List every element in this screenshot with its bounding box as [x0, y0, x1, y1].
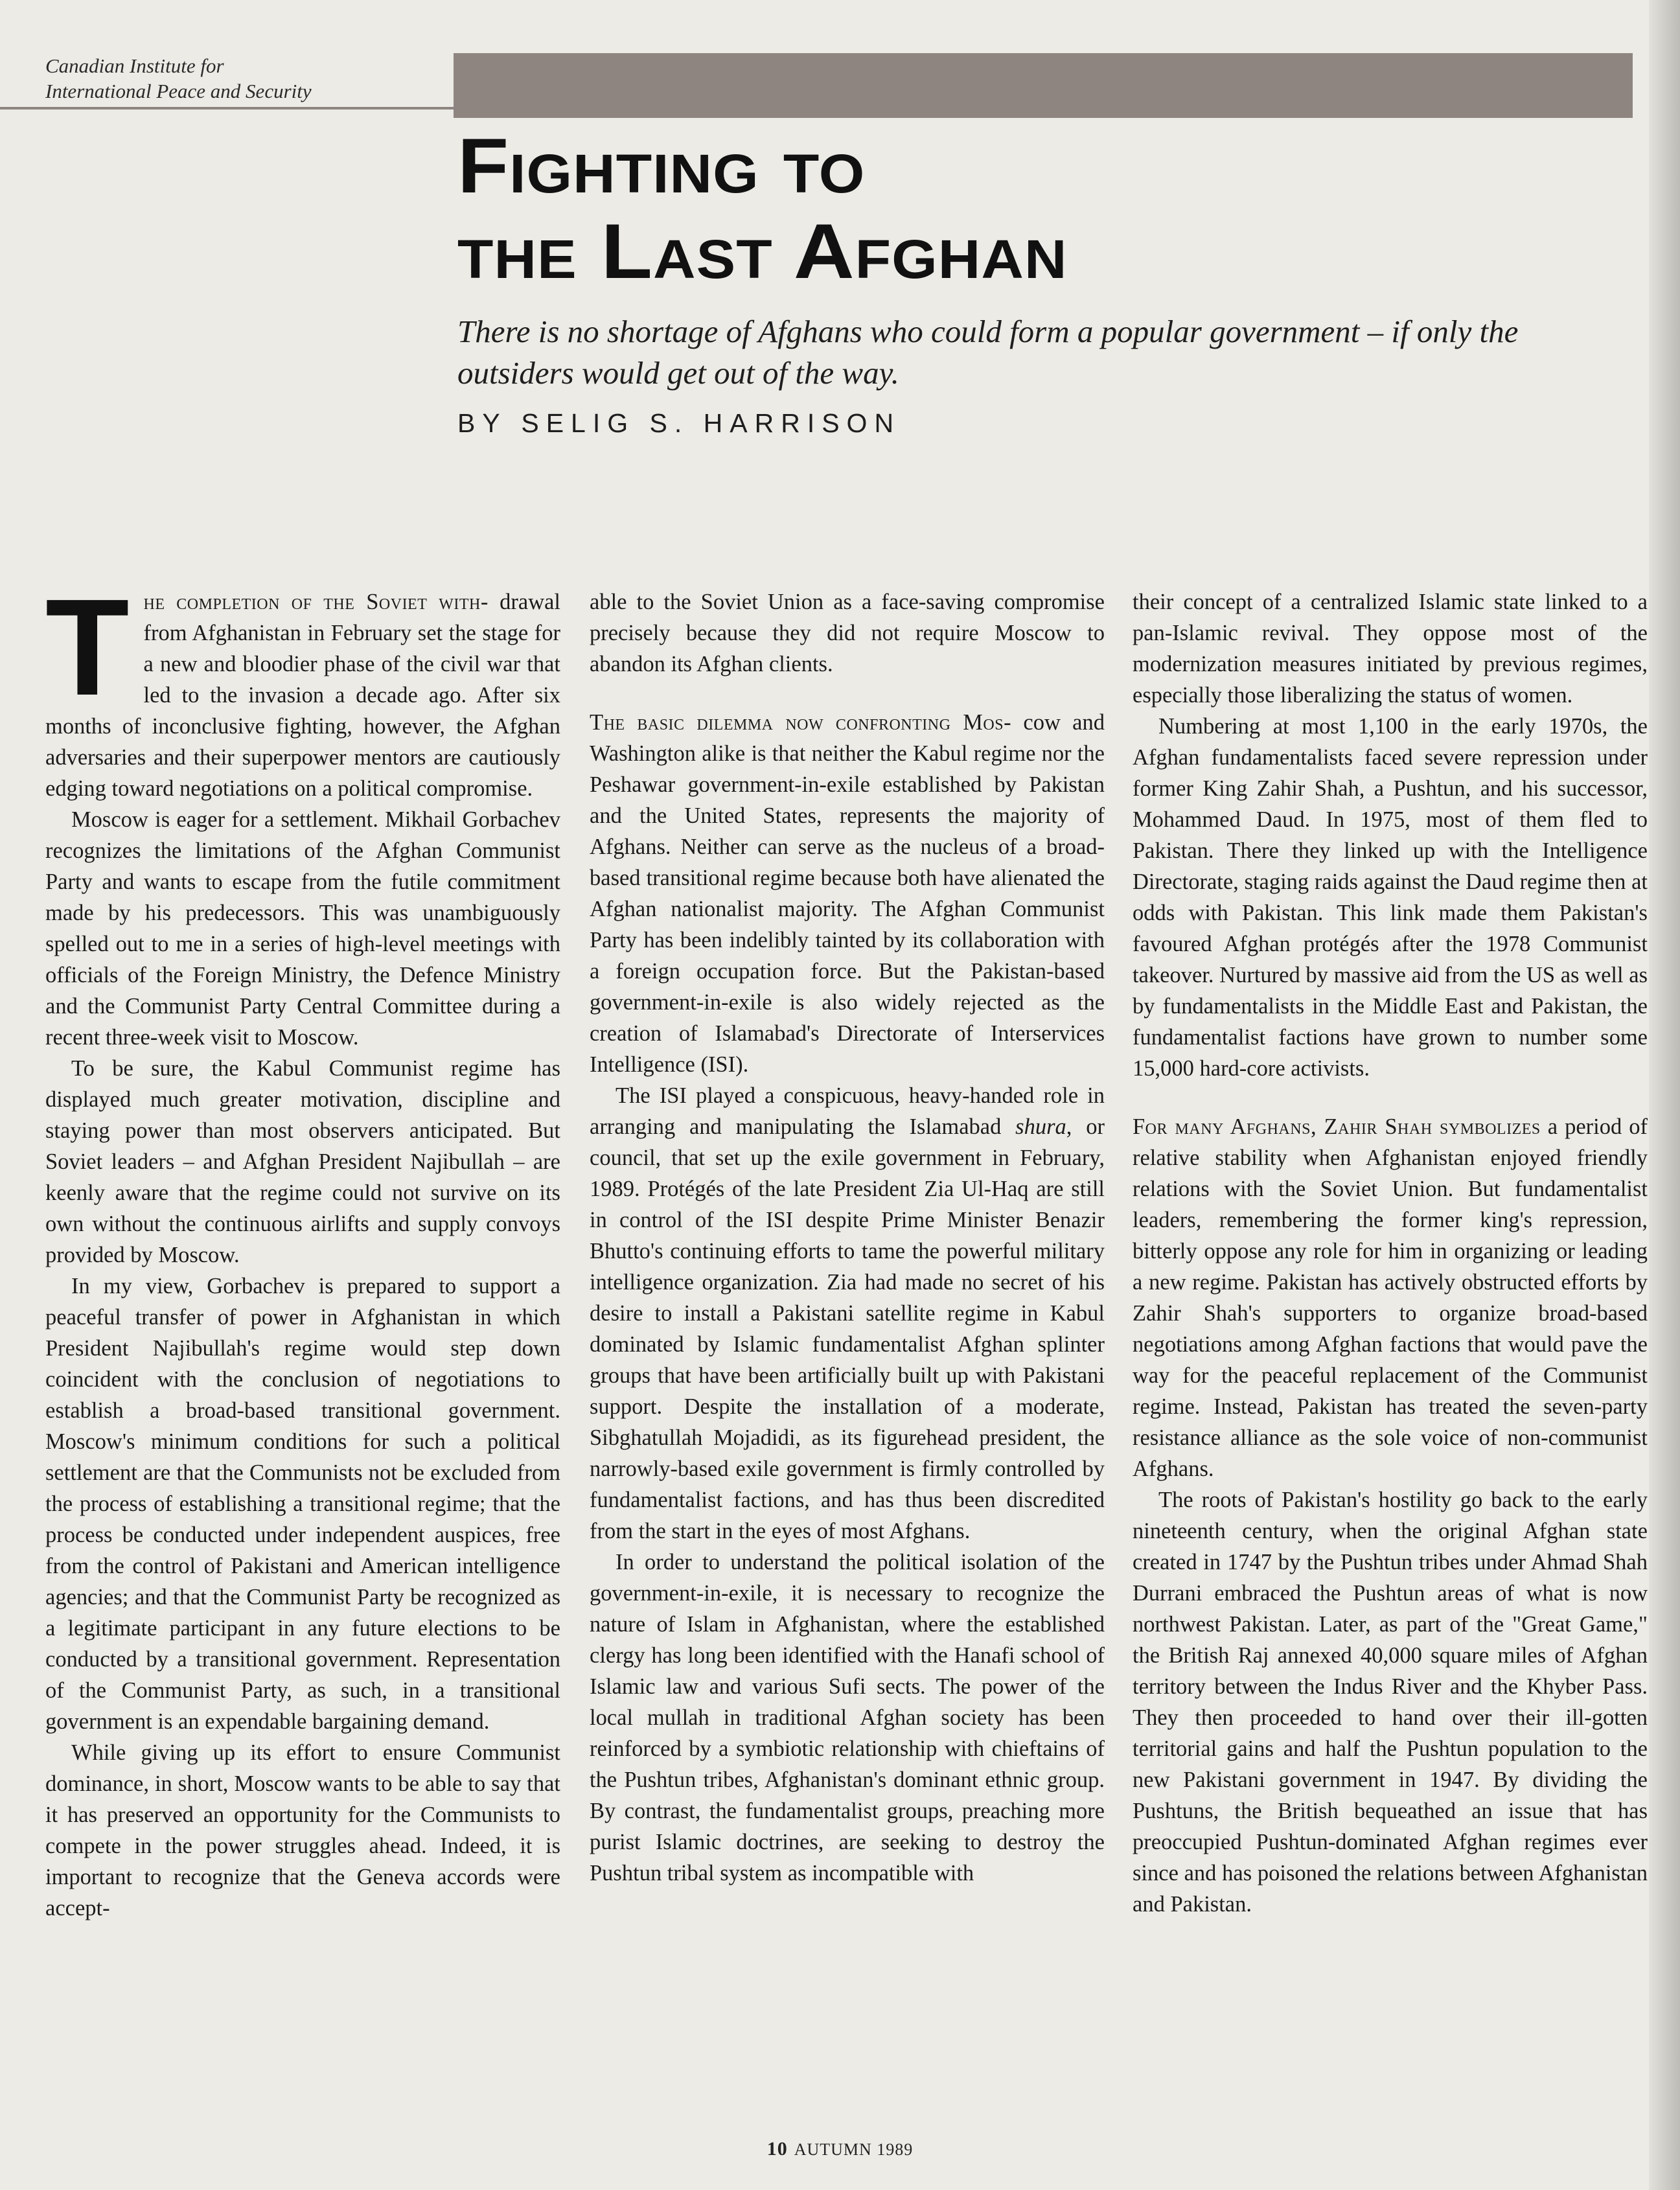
- paragraph: In order to understand the political isolation of the government-in-exile, it is necessary to recognize the nature of Islam in Afghanistan, where the established clergy has long been identified with the Hanafi school of Islamic law and various Sufi sects. The power of the local mullah in traditional Afghan society has been reinforced by a symbiotic relationship with chieftains of the Pushtun tribes, Afghanistan's dominant ethnic group. By contrast, the fundamentalist groups, preaching more purist Islamic doctrines, are seeking to destroy the Pushtun tribal system as incompatible with: [590, 1550, 1105, 1885]
- article-headline: [457, 123, 1507, 294]
- paragraph: The roots of Pakistan's hostility go back to the early nineteenth century, when the original Afghan state created in 1747 by the Pushtun tribes under Ahmad Shah Durrani embraced the Pushtun areas of what is now northwest Pakistan. Later, as part of the "Great Game," the British Raj annexed 40,000 square miles of Afghan territory between the Indus River and the Khyber Pass. They then proceeded to hand over their ill-gotten territorial gains and half the Pushtun population to the new Pakistani government in 1947. By dividing the Pushtuns, the British bequeathed an issue that has preoccupied Pushtun-dominated Afghan regimes ever since and has poisoned the relations between Afghanistan and Pakistan.: [1133, 1488, 1648, 1917]
- paragraph: In my view, Gorbachev is prepared to support a peaceful transfer of power in Afghanistan in which President Najibullah's regime would step down coincident with the conclusion of negotiations to establish a broad-based transitional government. Moscow's minimum conditions for such a political settlement are that the Communists not be excluded from the process of establishing a transitional regime; that the process be conducted under independent auspices, free from the control of Pakistani and American intelligence agencies; and that the Communist Party be recognized as a legitimate participant in any future elections to be conducted by a transitional government. Representation of the Communist Party, as such, in a transitional government is an expendable bargaining demand.: [45, 1274, 560, 1734]
- paragraph: Numbering at most 1,100 in the early 1970s, the Afghan fundamentalists faced severe repression under former King Zahir Shah, a Pushtun, and his successor, Mohammed Daud. In 1975, most of them fled to Pakistan. There they linked up with the Intelligence Directorate, staging raids against the Daud regime then at odds with Pakistan. This link made them Pakistan's favoured Afghan protégés after the 1978 Communist takeover. Nurtured by massive aid from the US as well as by fundamentalists in the Middle East and Pakistan, the fundamentalist factions have grown to number some 15,000 hard-core activists.: [1133, 714, 1648, 1081]
- page-footer: [0, 2138, 1680, 2160]
- paragraph: able to the Soviet Union as a face-saving compromise precisely because they did not require Moscow to abandon its Afghan clients.: [590, 590, 1105, 676]
- drop-cap: T: [45, 570, 130, 724]
- header-bar: [454, 53, 1633, 118]
- paragraph-text: drawal from Afghanistan in February set the stage for a new and bloodier phase of the civil war that led to the invasion a decade ago. After six months of inconclusive fighting, however, the Afghan adversaries and their superpower mentors are cautiously edging toward negotiations on a political compromise.: [45, 590, 561, 801]
- page-number: 10: [766, 2138, 788, 2160]
- paragraph: [1133, 1111, 1648, 1484]
- header-rule: [0, 107, 454, 110]
- paragraph: their concept of a centralized Islamic state linked to a pan-Islamic revival. They oppose most of the modernization measures initiated by previous regimes, especially those liberalizing the status of women.: [1133, 590, 1648, 708]
- text-column-3: [1133, 586, 1648, 1920]
- headline-line-2: the Last Afghan: [457, 208, 1068, 295]
- publisher-line-2: International Peace and Security: [45, 80, 312, 102]
- paragraph-text: The ISI played a conspicuous, heavy-handed role in arranging and manipulating the Islamabad: [590, 1083, 1105, 1139]
- publisher-line-1: Canadian Institute for: [45, 54, 224, 77]
- lead-in-caps: he completion of the Soviet with-: [143, 590, 489, 614]
- section-lead-in-caps: For many Afghans, Zahir Shah symbolizes: [1133, 1114, 1541, 1139]
- text-column-2: [590, 586, 1105, 1889]
- paragraph-text: , or council, that set up the exile government in February, 1989. Protégés of the late President Zia Ul-Haq are still in control of the ISI despite Prime Minister Benazir Bhutto's continuing efforts to tame the powerful military intelligence organization. Zia had made no secret of his desire to install a Pakistani satellite regime in Kabul dominated by Islamic fundamentalist Afghan splinter groups that have been artificially built up with Pakistani support. Despite the installation of a moderate, Sibghatullah Mojadidi, as its figurehead president, the narrowly-based exile government is firmly controlled by fundamentalist factions, and has thus been discredited from the start in the eyes of most Afghans.: [590, 1114, 1105, 1543]
- publisher-label: [45, 53, 447, 104]
- paragraph: To be sure, the Kabul Communist regime has displayed much greater motivation, discipline and staying power than most observers anticipated. But Soviet leaders – and Afghan President Najibullah – are keenly aware that the regime could not survive on its own without the continuous airlifts and supply convoys provided by Moscow.: [45, 1056, 560, 1267]
- section-lead-in-caps: The basic dilemma now confronting Mos-: [590, 710, 1012, 735]
- article-deck: There is no shortage of Afghans who could form a popular government – if only the outsiders would get out of the way.: [457, 314, 1519, 391]
- paragraph-text: cow and Washington alike is that neither the Kabul regime nor the Peshawar government-in-exile established by Pakistan and the United States, represents the majority of Afghans. Neither can serve as the nucleus of a broad-based transitional regime because both have alienated the Afghan nationalist majority. The Afghan Communist Party has been indelibly tainted by its collaboration with a foreign occupation force. But the Pakistan-based government-in-exile is also widely rejected as the creation of Islamabad's Directorate of Interservices Intelligence (ISI).: [590, 710, 1105, 1077]
- paragraph: [45, 570, 561, 804]
- paragraph: [590, 1080, 1105, 1547]
- paragraph-text: a period of relative stability when Afghanistan enjoyed friendly relations with the Soviet Union. But fundamentalist leaders, remembering the former king's repression, bitterly oppose any role for him in organizing or leading a new regime. Pakistan has actively obstructed efforts by Zahir Shah's supporters to organize broad-based negotiations among Afghan factions that would pave the way for the peaceful replacement of the Communist regime. Instead, Pakistan has treated the seven-party resistance alliance as the sole voice of non-communist Afghans.: [1133, 1114, 1648, 1481]
- headline-line-1: Fighting to: [457, 122, 866, 209]
- paragraph: Moscow is eager for a settlement. Mikhail Gorbachev recognizes the limitations of the Afghan Communist Party and wants to escape from the futile commitment made by his predecessors. This was unambiguously spelled out to me in a series of high-level meetings with officials of the Foreign Ministry, the Defence Ministry and the Communist Party Central Committee during a recent three-week visit to Moscow.: [45, 807, 560, 1050]
- paragraph: While giving up its effort to ensure Communist dominance, in short, Moscow wants to be able to say that it has preserved an opportunity for the Communists to compete in the power struggles ahead. Indeed, it is important to recognize that the Geneva accords were accept-: [45, 1740, 560, 1920]
- issue-date: AUTUMN 1989: [794, 2140, 914, 2159]
- text-column-1: [45, 570, 561, 1924]
- italic-term: shura: [1015, 1114, 1066, 1139]
- paragraph: [590, 707, 1105, 1080]
- page-edge-shadow: [1649, 0, 1680, 2190]
- article-byline: BY SELIG S. HARRISON: [457, 408, 901, 438]
